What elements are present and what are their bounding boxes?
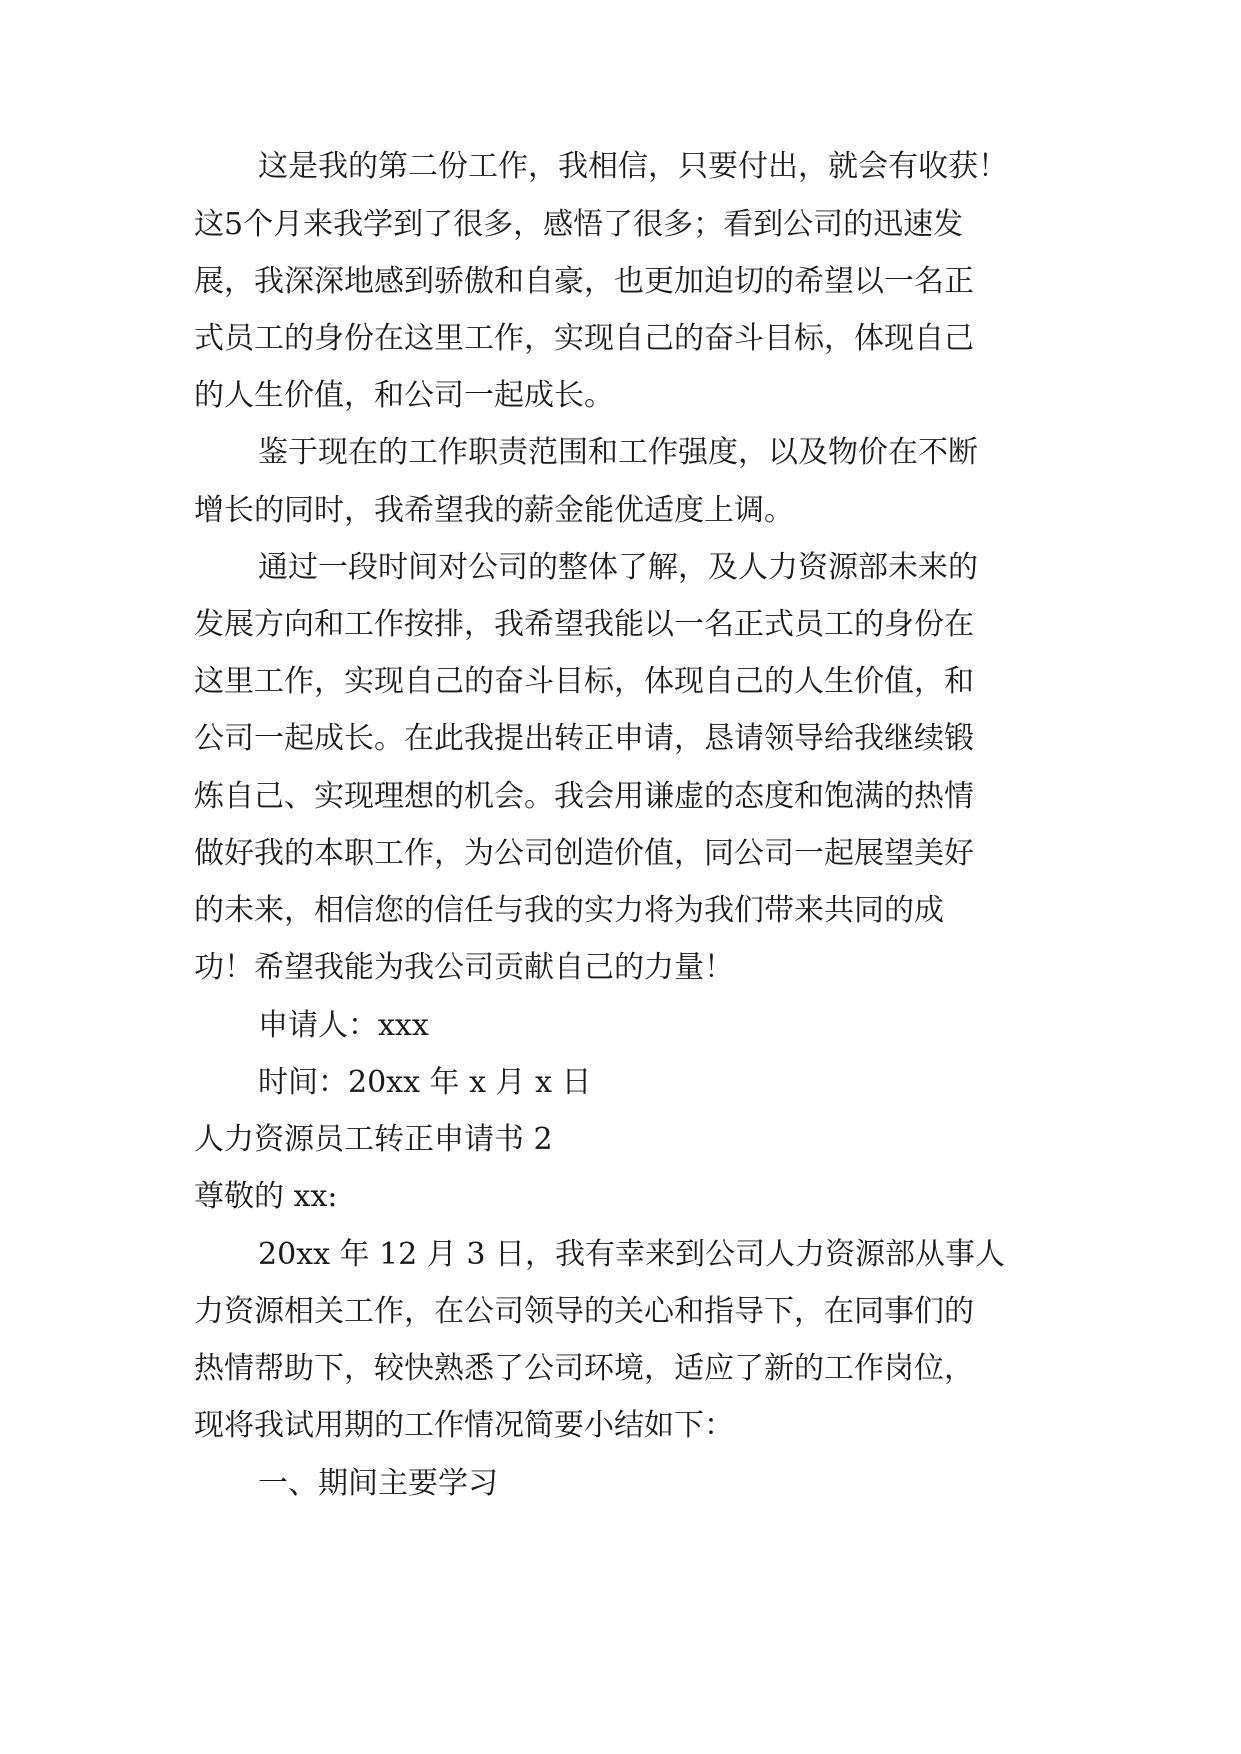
paragraph-line: 这5个月来我学到了很多，感悟了很多；看到公司的迅速发	[194, 207, 964, 242]
paragraph-line: 力资源相关工作，在公司领导的关心和指导下，在同事们的	[194, 1294, 974, 1329]
paragraph-line: 展，我深深地感到骄傲和自豪，也更加迫切的希望以一名正	[194, 264, 974, 299]
paragraph-line: 式员工的身份在这里工作，实现自己的奋斗目标，体现自己	[194, 321, 974, 356]
paragraph-line: 增长的同时，我希望我的薪金能优适度上调。	[194, 493, 794, 528]
paragraph-line: 通过一段时间对公司的整体了解，及人力资源部未来的	[258, 550, 978, 585]
paragraph-line: 20xx 年 12 月 3 日，我有幸来到公司人力资源部从事人	[258, 1237, 1005, 1272]
paragraph-line: 炼自己、实现理想的机会。我会用谦虚的态度和饱满的热情	[194, 779, 974, 814]
paragraph-line: 鉴于现在的工作职责范围和工作强度，以及物价在不断	[258, 435, 978, 470]
subheading: 一、期间主要学习	[258, 1466, 498, 1501]
paragraph-line: 发展方向和工作按排，我希望我能以一名正式员工的身份在	[194, 607, 974, 642]
applicant-line: 申请人：xxx	[258, 1008, 429, 1043]
paragraph-line: 现将我试用期的工作情况简要小结如下：	[194, 1408, 734, 1443]
date-line: 时间：20xx 年 x 月 x 日	[258, 1065, 592, 1100]
paragraph-line: 这里工作，实现自己的奋斗目标，体现自己的人生价值，和	[194, 664, 974, 699]
paragraph-line: 做好我的本职工作，为公司创造价值，同公司一起展望美好	[194, 836, 974, 871]
paragraph-line: 功！希望我能为我公司贡献自己的力量！	[194, 950, 734, 985]
paragraph-line: 的未来，相信您的信任与我的实力将为我们带来共同的成	[194, 893, 944, 928]
paragraph-line: 的人生价值，和公司一起成长。	[194, 378, 614, 413]
paragraph-line: 这是我的第二份工作，我相信，只要付出，就会有收获！	[258, 149, 1008, 184]
section-title: 人力资源员工转正申请书 2	[194, 1122, 553, 1157]
salutation: 尊敬的 xx:	[194, 1179, 338, 1214]
paragraph-line: 热情帮助下，较快熟悉了公司环境，适应了新的工作岗位，	[194, 1351, 974, 1386]
paragraph-line: 公司一起成长。在此我提出转正申请，恳请领导给我继续锻	[194, 721, 974, 756]
